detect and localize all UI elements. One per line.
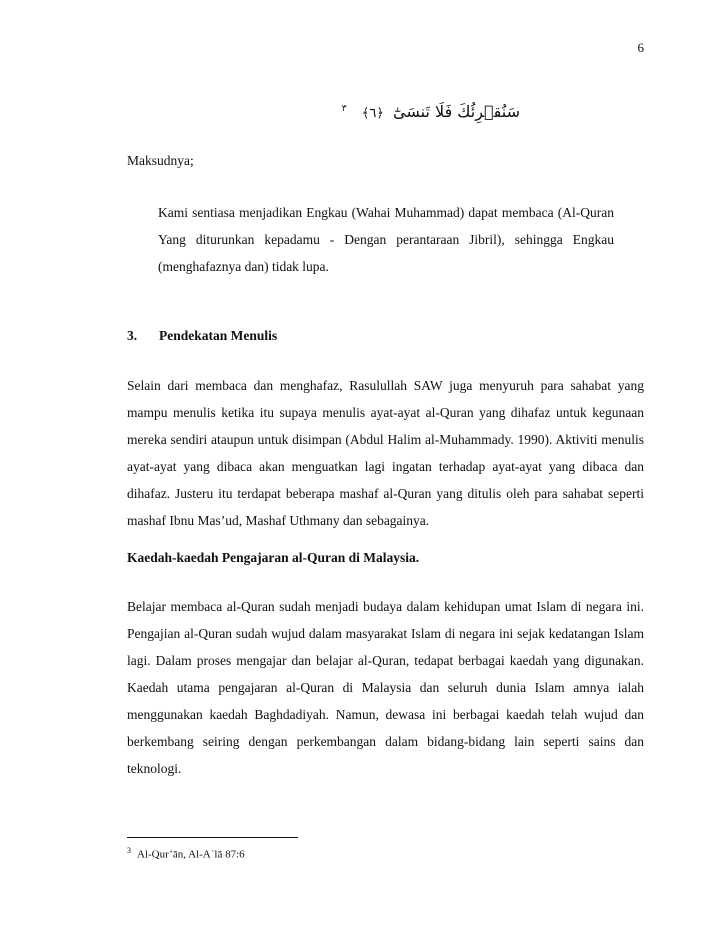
section-heading: [127, 322, 644, 349]
paragraph-writing-approach: Selain dari membaca dan menghafaz, Rasulullah SAW juga menyuruh para sahabat yang mampu menulis ketika itu supaya menulis ayat-ayat al-Quran yang dihafaz untuk kegunaan mereka sendiri ataupun untuk disimpan (Abdul Halim al-Muhammady. 1990). Aktiviti menulis ayat-ayat yang dibaca akan menguatkan lagi ingatan terhadap ayat-ayat yang dibaca dan dihafaz. Justeru itu terdapat beberapa mashaf al-Quran yang ditulis oleh para sahabat seperti mashaf Ibnu Mas’ud, Mashaf Uthmany dan sebagainya.: [127, 378, 644, 528]
arabic-verse: [300, 102, 520, 121]
footnote: [127, 846, 245, 861]
arabic-verse-text: سَنُقۡرِئُكَ فَلَا تَنسَىٰٓ: [393, 102, 520, 121]
footnote-text: Al-Qur’ān, Al-Aʿlā 87:6: [137, 848, 245, 861]
verse-translation: Kami sentiasa menjadikan Engkau (Wahai Muhammad) dapat membaca (Al-Quran Yang diturunkan kepadamu - Dengan perantaraan Jibril), sehingga Engkau (menghafaznya dan) tidak lupa.: [158, 205, 614, 274]
footnote-divider: [127, 837, 298, 838]
maksudnya-label: Maksudnya;: [127, 153, 194, 168]
ayah-number-mark: ﴿٦﴾: [361, 106, 384, 121]
section-title: Pendekatan Menulis: [159, 328, 278, 343]
paragraph-methods: Belajar membaca al-Quran sudah menjadi budaya dalam kehidupan umat Islam di negara ini. Pengajian al-Quran sudah wujud dalam masyarakat Islam di negara ini sejak kedatangan Islam lagi. Dalam proses mengajar dan belajar al-Quran, tedapat berbagai kaedah yang digunakan. Kaedah utama pengajaran al-Quran di Malaysia dan seluruh dunia Islam amnya ialah menggunakan kaedah Baghdadiyah. Namun, dewasa ini berbagai kaedah telah wujud dan berkembang seiring dengan perkembangan dalam bidang-bidang lain seperti sains dan teknologi.: [127, 599, 644, 776]
footnote-marker: 3: [127, 846, 131, 855]
page-number: 6: [637, 40, 644, 55]
section-number: 3.: [127, 328, 138, 343]
subheading-methods: Kaedah-kaedah Pengajaran al-Quran di Malaysia.: [127, 550, 420, 565]
footnote-reference: ٣: [341, 103, 347, 114]
